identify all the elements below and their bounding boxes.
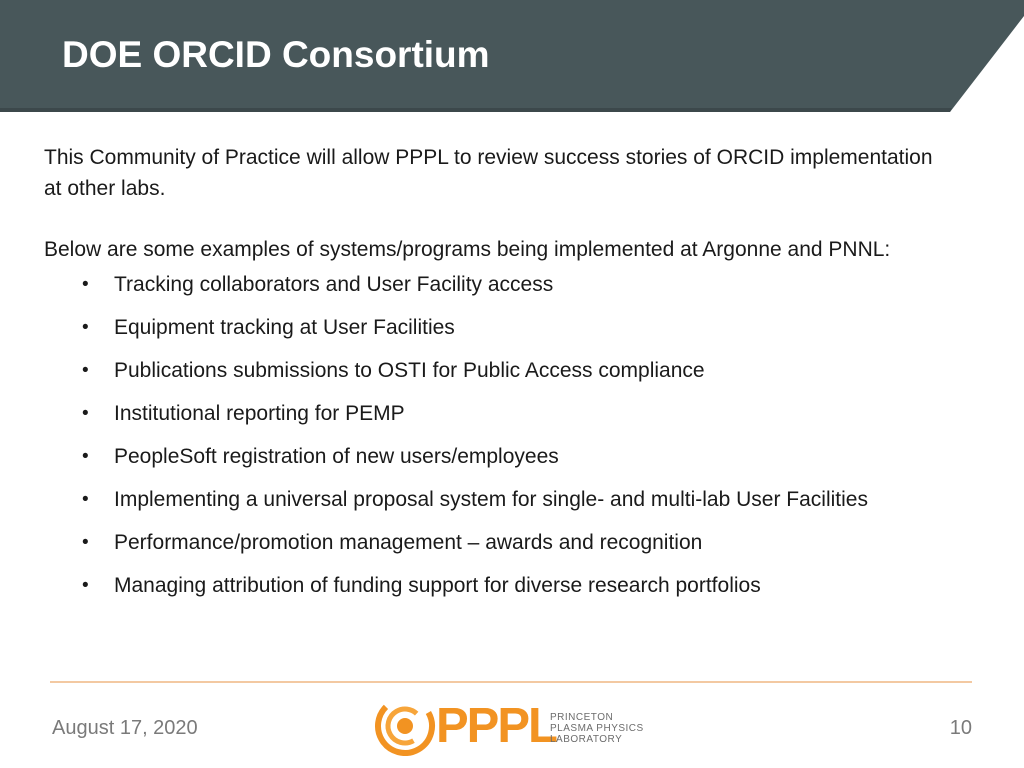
list-item bbox=[44, 527, 944, 558]
logo-subtitle bbox=[550, 712, 644, 745]
list-item bbox=[44, 269, 944, 300]
bullet-icon: • bbox=[82, 360, 89, 381]
list-item bbox=[44, 441, 944, 472]
bullet-icon: • bbox=[82, 446, 89, 467]
pppl-logo bbox=[374, 696, 664, 756]
list-item-text: Tracking collaborators and User Facility access bbox=[114, 273, 554, 296]
examples-list bbox=[44, 269, 944, 601]
list-item-text: Institutional reporting for PEMP bbox=[114, 402, 405, 425]
logo-subtitle-line: LABORATORY bbox=[550, 734, 623, 745]
footer-date: August 17, 2020 bbox=[52, 717, 198, 739]
title-bar bbox=[0, 0, 1024, 112]
list-item-text: Publications submissions to OSTI for Public Access compliance bbox=[114, 359, 705, 382]
list-item bbox=[44, 398, 944, 429]
pppl-swirl-icon bbox=[374, 696, 436, 756]
logo-subtitle-line: PLASMA PHYSICS bbox=[550, 723, 644, 734]
list-item-text: Implementing a universal proposal system for single- and multi-lab User Facilities bbox=[114, 488, 868, 511]
intro-paragraph: This Community of Practice will allow PPPL to review success stories of ORCID implementation at other labs. bbox=[44, 146, 933, 200]
bullet-icon: • bbox=[82, 489, 89, 510]
list-item-text: Equipment tracking at User Facilities bbox=[114, 316, 455, 339]
list-item bbox=[44, 355, 944, 386]
slide-title: DOE ORCID Consortium bbox=[62, 34, 490, 75]
list-item bbox=[44, 312, 944, 343]
logo-subtitle-line: PRINCETON bbox=[550, 712, 614, 723]
list-item-text: Performance/promotion management – awards and recognition bbox=[114, 531, 703, 554]
slide-body bbox=[44, 142, 944, 613]
examples-paragraph: Below are some examples of systems/programs being implemented at Argonne and PNNL: bbox=[44, 238, 891, 261]
page-number: 10 bbox=[949, 717, 972, 739]
list-item bbox=[44, 484, 944, 515]
footer-divider bbox=[50, 681, 972, 683]
bullet-icon: • bbox=[82, 532, 89, 553]
logo-wordmark: PPPL bbox=[436, 699, 556, 753]
bullet-icon: • bbox=[82, 317, 89, 338]
bullet-icon: • bbox=[82, 575, 89, 596]
list-item-text: PeopleSoft registration of new users/employees bbox=[114, 445, 559, 468]
list-item-text: Managing attribution of funding support for diverse research portfolios bbox=[114, 574, 761, 597]
bullet-icon: • bbox=[82, 403, 89, 424]
list-item bbox=[44, 570, 944, 601]
bullet-icon: • bbox=[82, 274, 89, 295]
